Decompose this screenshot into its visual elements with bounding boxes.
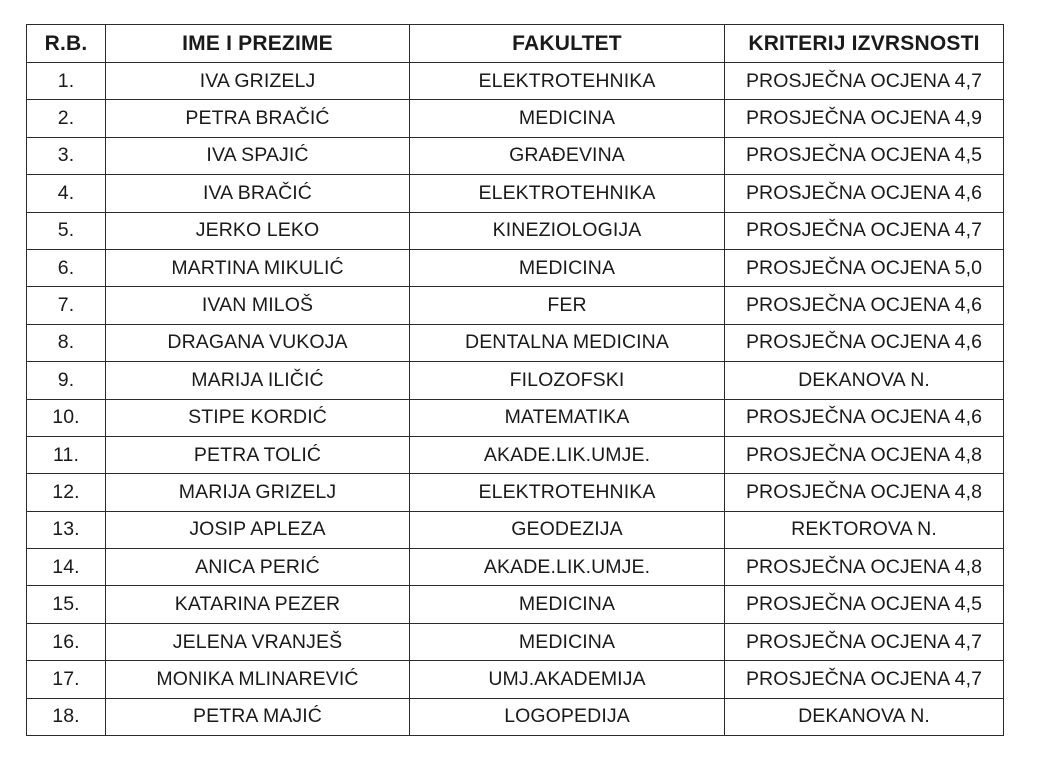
cell-faculty: FER — [410, 287, 725, 324]
cell-faculty: KINEZIOLOGIJA — [410, 212, 725, 249]
header-criterion: KRITERIJ IZVRSNOSTI — [725, 25, 1004, 63]
cell-rb: 14. — [27, 549, 106, 586]
cell-rb: 16. — [27, 623, 106, 660]
table-body — [27, 63, 1004, 736]
header-name: IME I PREZIME — [106, 25, 410, 63]
cell-criterion: PROSJEČNA OCJENA 4,6 — [725, 175, 1004, 212]
cell-criterion: PROSJEČNA OCJENA 4,5 — [725, 137, 1004, 174]
table-row — [27, 623, 1004, 660]
table-row — [27, 362, 1004, 399]
cell-criterion: PROSJEČNA OCJENA 4,7 — [725, 63, 1004, 100]
cell-criterion: PROSJEČNA OCJENA 4,6 — [725, 399, 1004, 436]
cell-faculty: MEDICINA — [410, 623, 725, 660]
cell-rb: 6. — [27, 249, 106, 286]
cell-criterion: DEKANOVA N. — [725, 698, 1004, 735]
cell-criterion: REKTOROVA N. — [725, 511, 1004, 548]
cell-criterion: PROSJEČNA OCJENA 4,7 — [725, 623, 1004, 660]
cell-name: ANICA PERIĆ — [106, 549, 410, 586]
header-row — [27, 25, 1004, 63]
cell-rb: 7. — [27, 287, 106, 324]
table-row — [27, 474, 1004, 511]
cell-faculty: DENTALNA MEDICINA — [410, 324, 725, 361]
cell-rb: 18. — [27, 698, 106, 735]
cell-rb: 10. — [27, 399, 106, 436]
cell-faculty: GEODEZIJA — [410, 511, 725, 548]
cell-rb: 5. — [27, 212, 106, 249]
cell-name: JELENA VRANJEŠ — [106, 623, 410, 660]
cell-faculty: AKADE.LIK.UMJE. — [410, 549, 725, 586]
cell-name: IVA SPAJIĆ — [106, 137, 410, 174]
table-row — [27, 137, 1004, 174]
cell-criterion: PROSJEČNA OCJENA 4,8 — [725, 474, 1004, 511]
table-row — [27, 63, 1004, 100]
student-excellence-table — [26, 24, 1004, 736]
table-row — [27, 100, 1004, 137]
cell-faculty: ELEKTROTEHNIKA — [410, 175, 725, 212]
cell-name: PETRA BRAČIĆ — [106, 100, 410, 137]
table-row — [27, 249, 1004, 286]
cell-rb: 17. — [27, 661, 106, 698]
cell-name: PETRA TOLIĆ — [106, 436, 410, 473]
cell-rb: 12. — [27, 474, 106, 511]
cell-rb: 8. — [27, 324, 106, 361]
table-row — [27, 511, 1004, 548]
cell-name: JOSIP APLEZA — [106, 511, 410, 548]
cell-name: DRAGANA VUKOJA — [106, 324, 410, 361]
cell-faculty: LOGOPEDIJA — [410, 698, 725, 735]
cell-criterion: PROSJEČNA OCJENA 4,8 — [725, 436, 1004, 473]
cell-faculty: MATEMATIKA — [410, 399, 725, 436]
table-row — [27, 549, 1004, 586]
table-row — [27, 436, 1004, 473]
cell-faculty: ELEKTROTEHNIKA — [410, 474, 725, 511]
cell-name: STIPE KORDIĆ — [106, 399, 410, 436]
cell-rb: 11. — [27, 436, 106, 473]
cell-rb: 1. — [27, 63, 106, 100]
cell-faculty: AKADE.LIK.UMJE. — [410, 436, 725, 473]
cell-faculty: MEDICINA — [410, 249, 725, 286]
cell-name: PETRA MAJIĆ — [106, 698, 410, 735]
cell-rb: 13. — [27, 511, 106, 548]
cell-name: MONIKA MLINAREVIĆ — [106, 661, 410, 698]
cell-rb: 15. — [27, 586, 106, 623]
table-row — [27, 287, 1004, 324]
cell-rb: 2. — [27, 100, 106, 137]
cell-faculty: UMJ.AKADEMIJA — [410, 661, 725, 698]
cell-rb: 4. — [27, 175, 106, 212]
cell-criterion: PROSJEČNA OCJENA 4,6 — [725, 287, 1004, 324]
cell-name: MARIJA GRIZELJ — [106, 474, 410, 511]
table-header — [27, 25, 1004, 63]
table-row — [27, 212, 1004, 249]
table-row — [27, 586, 1004, 623]
table-row — [27, 324, 1004, 361]
cell-rb: 9. — [27, 362, 106, 399]
cell-name: IVA BRAČIĆ — [106, 175, 410, 212]
header-rb: R.B. — [27, 25, 106, 63]
cell-name: JERKO LEKO — [106, 212, 410, 249]
table-row — [27, 399, 1004, 436]
cell-rb: 3. — [27, 137, 106, 174]
cell-name: IVAN MILOŠ — [106, 287, 410, 324]
cell-name: MARIJA ILIČIĆ — [106, 362, 410, 399]
table-row — [27, 661, 1004, 698]
cell-name: IVA GRIZELJ — [106, 63, 410, 100]
cell-name: MARTINA MIKULIĆ — [106, 249, 410, 286]
cell-criterion: PROSJEČNA OCJENA 4,7 — [725, 661, 1004, 698]
header-faculty: FAKULTET — [410, 25, 725, 63]
cell-faculty: MEDICINA — [410, 100, 725, 137]
cell-faculty: MEDICINA — [410, 586, 725, 623]
cell-criterion: PROSJEČNA OCJENA 5,0 — [725, 249, 1004, 286]
cell-criterion: PROSJEČNA OCJENA 4,5 — [725, 586, 1004, 623]
table-row — [27, 175, 1004, 212]
cell-name: KATARINA PEZER — [106, 586, 410, 623]
scholarship-table-sheet — [26, 24, 1003, 736]
cell-criterion: PROSJEČNA OCJENA 4,7 — [725, 212, 1004, 249]
cell-criterion: DEKANOVA N. — [725, 362, 1004, 399]
cell-criterion: PROSJEČNA OCJENA 4,6 — [725, 324, 1004, 361]
cell-faculty: GRAĐEVINA — [410, 137, 725, 174]
table-row — [27, 698, 1004, 735]
cell-faculty: FILOZOFSKI — [410, 362, 725, 399]
cell-criterion: PROSJEČNA OCJENA 4,8 — [725, 549, 1004, 586]
cell-criterion: PROSJEČNA OCJENA 4,9 — [725, 100, 1004, 137]
cell-faculty: ELEKTROTEHNIKA — [410, 63, 725, 100]
